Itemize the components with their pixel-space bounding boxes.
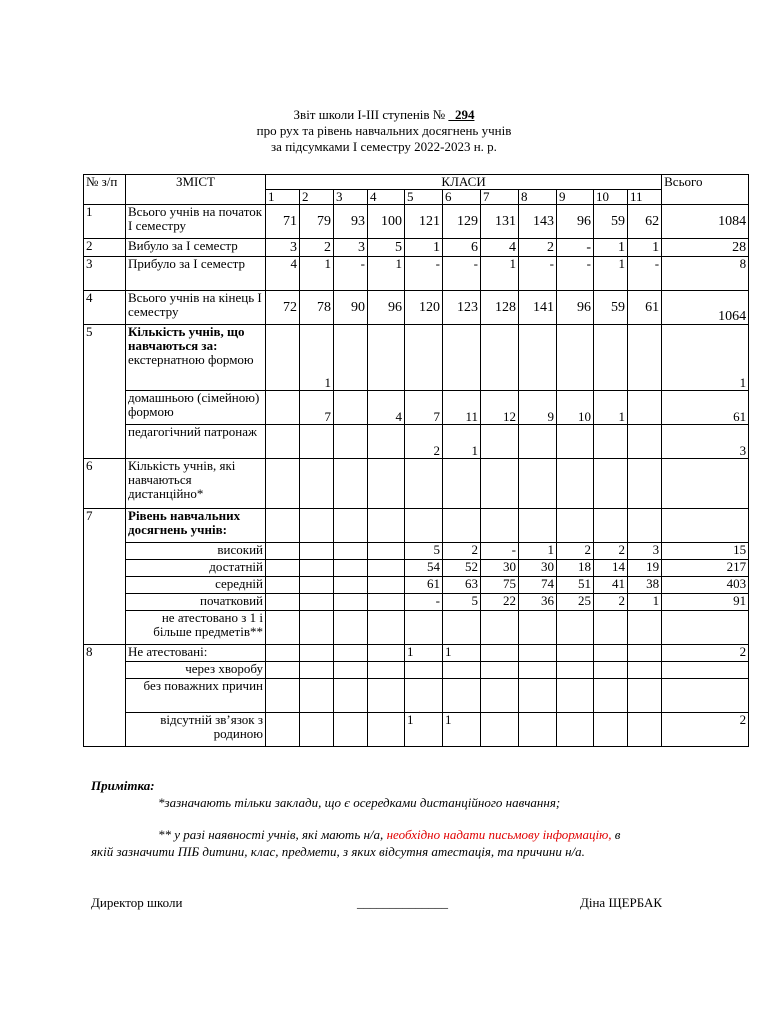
row-sick <box>84 662 749 679</box>
cell: 1 <box>405 645 443 662</box>
row-heading: Рівень навчальних досягнень учнів: <box>128 508 241 537</box>
cell <box>443 459 481 509</box>
cell <box>405 459 443 509</box>
row-forms-ext <box>84 325 749 391</box>
cell: 25 <box>557 594 594 611</box>
report-title-line2: про рух та рівень навчальних досягнень учнів <box>256 123 512 138</box>
cell: 100 <box>368 205 405 239</box>
cell <box>300 662 334 679</box>
cell: 120 <box>405 291 443 325</box>
cell: 7 <box>405 391 443 425</box>
cell <box>628 391 662 425</box>
cell: 41 <box>594 577 628 594</box>
cell <box>334 325 368 391</box>
cell: 74 <box>519 577 557 594</box>
cell <box>628 645 662 662</box>
cell: 51 <box>557 577 594 594</box>
row-not-attested <box>84 645 749 662</box>
cell: 5 <box>443 594 481 611</box>
header-total: Всього <box>662 175 749 205</box>
cell: 1 <box>594 391 628 425</box>
cell <box>557 679 594 713</box>
cell: 18 <box>557 560 594 577</box>
row-level-middle <box>84 577 749 594</box>
cell <box>300 645 334 662</box>
cell: 1 <box>594 239 628 257</box>
row-label: Прибуло за І семестр <box>126 257 266 291</box>
row-label <box>126 509 266 543</box>
row-forms-patronage <box>84 425 749 459</box>
row-number: 8 <box>84 645 126 747</box>
row-number: 2 <box>84 239 126 257</box>
total-cell <box>662 662 749 679</box>
cell <box>405 611 443 645</box>
cell <box>628 325 662 391</box>
cell: 1 <box>628 239 662 257</box>
cell <box>557 509 594 543</box>
cell: - <box>405 594 443 611</box>
row-label: Кількість учнів, які навчаються дистанційно* <box>126 459 266 509</box>
cell <box>628 611 662 645</box>
note-distance: *зазначають тільки заклади, що є осередками дистанційного навчання; <box>158 795 561 810</box>
cell <box>557 459 594 509</box>
sub-label: достатній <box>126 560 266 577</box>
cell: 22 <box>481 594 519 611</box>
title-prefix: Звіт школи І-ІІІ ступенів № <box>293 107 449 122</box>
row-number: 7 <box>84 509 126 645</box>
cell <box>266 611 300 645</box>
cell: 19 <box>628 560 662 577</box>
cell: 7 <box>300 391 334 425</box>
cell: 2 <box>443 543 481 560</box>
cell <box>628 459 662 509</box>
cell <box>266 325 300 391</box>
cell: 2 <box>405 425 443 459</box>
cell <box>405 509 443 543</box>
cell <box>334 662 368 679</box>
class-header: 8 <box>519 190 557 205</box>
cell: 96 <box>557 205 594 239</box>
cell <box>481 713 519 747</box>
cell: 1 <box>443 425 481 459</box>
cell: 4 <box>266 257 300 291</box>
cell <box>628 509 662 543</box>
sub-label: не атестовано з 1 і більше предметів** <box>126 611 266 645</box>
cell <box>557 325 594 391</box>
cell: 10 <box>557 391 594 425</box>
cell <box>266 713 300 747</box>
sub-label: високий <box>126 543 266 560</box>
cell: 1 <box>443 645 481 662</box>
cell: 131 <box>481 205 519 239</box>
cell: 93 <box>334 205 368 239</box>
cell: 1 <box>443 713 481 747</box>
total-cell: 403 <box>662 577 749 594</box>
row-number: 4 <box>84 291 126 325</box>
cell <box>443 509 481 543</box>
cell: 71 <box>266 205 300 239</box>
cell: 4 <box>481 239 519 257</box>
cell: 2 <box>300 239 334 257</box>
row-end-count <box>84 291 749 325</box>
cell <box>334 713 368 747</box>
cell <box>628 713 662 747</box>
cell <box>266 543 300 560</box>
cell <box>266 594 300 611</box>
sub-label: без поважних причин <box>126 679 266 713</box>
cell <box>594 679 628 713</box>
class-header: 11 <box>628 190 662 205</box>
cell <box>481 662 519 679</box>
cell <box>519 325 557 391</box>
cell <box>519 679 557 713</box>
cell <box>443 679 481 713</box>
cell <box>300 594 334 611</box>
row-heading: Кількість учнів, що навчаються за: <box>128 324 245 353</box>
total-cell: 217 <box>662 560 749 577</box>
cell: - <box>557 257 594 291</box>
cell <box>266 560 300 577</box>
cell: 72 <box>266 291 300 325</box>
cell <box>368 459 405 509</box>
cell <box>300 543 334 560</box>
cell <box>266 577 300 594</box>
row-no-reason <box>84 679 749 713</box>
row-level-sufficient <box>84 560 749 577</box>
note-not-attested-cont: якій зазначити ПІБ дитини, клас, предмети, з яких відсутня атестація, та причини н/а. <box>91 844 585 859</box>
cell <box>481 679 519 713</box>
cell <box>628 662 662 679</box>
cell <box>405 662 443 679</box>
total-cell: 1064 <box>662 291 749 325</box>
cell <box>519 611 557 645</box>
cell: 96 <box>557 291 594 325</box>
cell: 143 <box>519 205 557 239</box>
cell: 61 <box>405 577 443 594</box>
cell: 38 <box>628 577 662 594</box>
cell: 2 <box>594 543 628 560</box>
cell <box>266 509 300 543</box>
class-header: 9 <box>557 190 594 205</box>
cell: 14 <box>594 560 628 577</box>
class-header: 3 <box>334 190 368 205</box>
cell: 2 <box>594 594 628 611</box>
cell <box>481 645 519 662</box>
row-number: 5 <box>84 325 126 459</box>
cell <box>300 679 334 713</box>
cell <box>405 325 443 391</box>
cell <box>519 459 557 509</box>
cell: 90 <box>334 291 368 325</box>
cell <box>266 662 300 679</box>
cell: 121 <box>405 205 443 239</box>
row-label: Не атестовані: <box>126 645 266 662</box>
cell: 5 <box>405 543 443 560</box>
cell <box>368 543 405 560</box>
cell <box>368 509 405 543</box>
header-row <box>84 175 749 190</box>
cell: - <box>334 257 368 291</box>
row-start-count <box>84 205 749 239</box>
cell: - <box>405 257 443 291</box>
total-cell: 2 <box>662 645 749 662</box>
total-cell: 91 <box>662 594 749 611</box>
school-number: _294 <box>448 107 475 122</box>
note-text: в <box>611 827 621 842</box>
cell <box>266 645 300 662</box>
cell <box>266 679 300 713</box>
cell: 128 <box>481 291 519 325</box>
total-cell: 3 <box>662 425 749 459</box>
cell: - <box>557 239 594 257</box>
total-cell <box>662 509 749 543</box>
cell <box>594 509 628 543</box>
cell: 79 <box>300 205 334 239</box>
cell <box>594 611 628 645</box>
cell <box>557 662 594 679</box>
cell <box>300 509 334 543</box>
sub-label: початковий <box>126 594 266 611</box>
cell: 11 <box>443 391 481 425</box>
cell: - <box>628 257 662 291</box>
cell <box>628 425 662 459</box>
class-header: 10 <box>594 190 628 205</box>
cell: 1 <box>300 325 334 391</box>
cell <box>519 645 557 662</box>
sub-label: середній <box>126 577 266 594</box>
cell <box>519 425 557 459</box>
sub-label: екстернатною формою <box>128 352 254 367</box>
total-cell: 15 <box>662 543 749 560</box>
cell: 4 <box>368 391 405 425</box>
cell: - <box>481 543 519 560</box>
cell: 36 <box>519 594 557 611</box>
cell <box>334 459 368 509</box>
cell: 30 <box>481 560 519 577</box>
cell <box>519 509 557 543</box>
row-level-initial <box>84 594 749 611</box>
cell: 6 <box>443 239 481 257</box>
row-level-high <box>84 543 749 560</box>
cell: 78 <box>300 291 334 325</box>
cell: 1 <box>519 543 557 560</box>
cell <box>266 425 300 459</box>
cell <box>266 459 300 509</box>
sub-label: через хворобу <box>126 662 266 679</box>
cell: 1 <box>481 257 519 291</box>
cell <box>300 713 334 747</box>
cell <box>481 325 519 391</box>
class-header: 6 <box>443 190 481 205</box>
cell <box>300 611 334 645</box>
cell <box>443 611 481 645</box>
cell <box>594 662 628 679</box>
sub-label: педагогічний патронаж <box>126 425 266 459</box>
report-title-line3: за підсумками І семестру 2022-2023 н. р. <box>271 139 497 154</box>
class-header: 1 <box>266 190 300 205</box>
signature-role: Директор школи <box>91 895 183 910</box>
cell <box>557 611 594 645</box>
cell: 141 <box>519 291 557 325</box>
cell <box>368 679 405 713</box>
cell <box>628 679 662 713</box>
cell: 75 <box>481 577 519 594</box>
cell <box>557 645 594 662</box>
cell: 12 <box>481 391 519 425</box>
sub-label: відсутній зв’язок з родиною <box>126 713 266 747</box>
total-cell: 1084 <box>662 205 749 239</box>
signature-line: ______________ <box>357 895 448 910</box>
cell: 52 <box>443 560 481 577</box>
cell: 123 <box>443 291 481 325</box>
cell: 3 <box>266 239 300 257</box>
cell <box>594 713 628 747</box>
cell <box>594 325 628 391</box>
cell <box>481 425 519 459</box>
row-number: 6 <box>84 459 126 509</box>
note-title: Примітка: <box>91 778 155 793</box>
cell: 9 <box>519 391 557 425</box>
cell: 1 <box>368 257 405 291</box>
cell: 30 <box>519 560 557 577</box>
cell: 2 <box>519 239 557 257</box>
cell <box>368 594 405 611</box>
class-header: 4 <box>368 190 405 205</box>
cell <box>334 679 368 713</box>
total-cell: 28 <box>662 239 749 257</box>
row-forms-home <box>84 391 749 425</box>
cell <box>443 325 481 391</box>
class-header: 7 <box>481 190 519 205</box>
row-label: Вибуло за І семестр <box>126 239 266 257</box>
header-num: № з/п <box>84 175 126 205</box>
cell: - <box>519 257 557 291</box>
cell: 5 <box>368 239 405 257</box>
cell <box>266 391 300 425</box>
cell <box>334 611 368 645</box>
cell <box>300 560 334 577</box>
cell: 1 <box>594 257 628 291</box>
cell: 3 <box>334 239 368 257</box>
cell: 3 <box>628 543 662 560</box>
cell: 96 <box>368 291 405 325</box>
cell <box>481 509 519 543</box>
cell <box>368 425 405 459</box>
cell <box>368 713 405 747</box>
cell: 59 <box>594 205 628 239</box>
note-not-attested <box>158 827 620 843</box>
report-title-line1 <box>0 107 768 123</box>
cell <box>557 713 594 747</box>
cell <box>481 611 519 645</box>
cell <box>334 560 368 577</box>
cell: 2 <box>557 543 594 560</box>
report-table <box>83 174 749 747</box>
cell <box>334 594 368 611</box>
cell <box>368 577 405 594</box>
note-highlight: необхідно надати письмову інформацію, <box>386 827 612 842</box>
cell: 63 <box>443 577 481 594</box>
row-label: Всього учнів на початок І семестру <box>126 205 266 239</box>
cell <box>334 509 368 543</box>
total-cell <box>662 679 749 713</box>
row-no-contact <box>84 713 749 747</box>
row-number: 3 <box>84 257 126 291</box>
total-cell: 2 <box>662 713 749 747</box>
cell <box>334 577 368 594</box>
header-classes: КЛАСИ <box>266 175 662 190</box>
row-achievement-heading <box>84 509 749 543</box>
row-distance <box>84 459 749 509</box>
cell <box>594 425 628 459</box>
signature-name: Діна ЩЕРБАК <box>580 895 663 910</box>
cell <box>334 425 368 459</box>
cell <box>368 560 405 577</box>
total-cell <box>662 459 749 509</box>
cell <box>300 577 334 594</box>
cell <box>368 662 405 679</box>
row-not-attested-subjects <box>84 611 749 645</box>
cell <box>334 645 368 662</box>
row-number: 1 <box>84 205 126 239</box>
cell <box>557 425 594 459</box>
cell: 54 <box>405 560 443 577</box>
cell: 129 <box>443 205 481 239</box>
total-cell: 1 <box>662 325 749 391</box>
cell <box>334 543 368 560</box>
cell: 1 <box>300 257 334 291</box>
cell <box>594 645 628 662</box>
total-cell <box>662 611 749 645</box>
note-text: ** у разі наявності учнів, які мають н/а, <box>158 827 387 842</box>
cell: 62 <box>628 205 662 239</box>
cell <box>481 459 519 509</box>
cell: 1 <box>405 713 443 747</box>
cell: 1 <box>628 594 662 611</box>
cell <box>368 325 405 391</box>
cell <box>334 391 368 425</box>
cell: - <box>443 257 481 291</box>
cell <box>519 662 557 679</box>
cell: 1 <box>405 239 443 257</box>
cell: 59 <box>594 291 628 325</box>
cell: 61 <box>628 291 662 325</box>
total-cell: 61 <box>662 391 749 425</box>
header-content: ЗМІСТ <box>126 175 266 205</box>
cell <box>519 713 557 747</box>
row-label: Всього учнів на кінець І семестру <box>126 291 266 325</box>
cell <box>368 611 405 645</box>
cell <box>594 459 628 509</box>
row-left <box>84 239 749 257</box>
sub-label: домашньою (сімейною) формою <box>126 391 266 425</box>
cell <box>405 679 443 713</box>
class-header: 5 <box>405 190 443 205</box>
row-arrived <box>84 257 749 291</box>
cell <box>443 662 481 679</box>
total-cell: 8 <box>662 257 749 291</box>
cell <box>300 425 334 459</box>
row-label <box>126 325 266 391</box>
cell <box>368 645 405 662</box>
cell <box>300 459 334 509</box>
class-header: 2 <box>300 190 334 205</box>
